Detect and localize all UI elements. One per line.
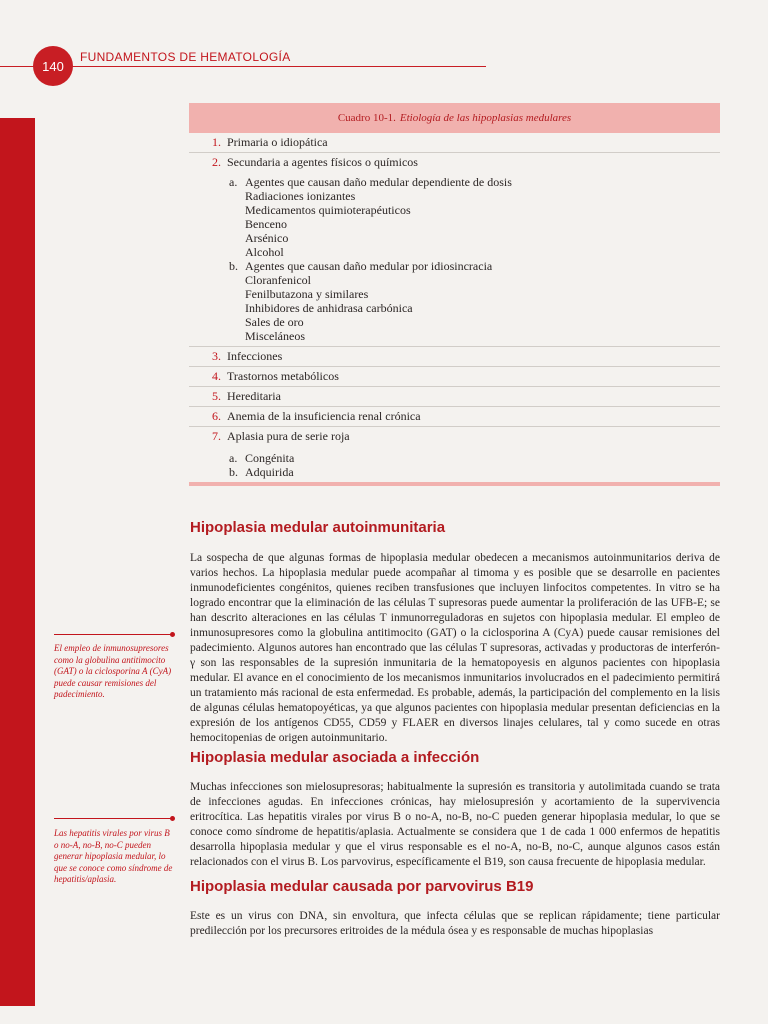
left-color-band bbox=[0, 118, 35, 1006]
table-subitem: Inhibidores de anhidrasa carbónica bbox=[245, 301, 413, 315]
table-subitem: Fenilbutazona y similares bbox=[245, 287, 369, 301]
table-row: 4. Trastornos metabólicos bbox=[189, 367, 720, 387]
table-label: Cuadro 10-1. bbox=[337, 112, 396, 124]
page-number-badge bbox=[33, 46, 73, 86]
section-heading: Hipoplasia medular causada por parvovirus B19 bbox=[190, 878, 534, 895]
table-subitem: Alcohol bbox=[245, 245, 284, 259]
table-row: 5. Hereditaria bbox=[189, 387, 720, 407]
section-paragraph: Muchas infecciones son mielosupresoras; habitualmente la supresión es transitoria y autolimitada cuando se trata de infecciones agudas. En infecciones crónicas, hay mielosupresión y acortamiento de la supervivencia eritrocítica. Las hepatitis virales por virus B o no-A, no-B, no-C pueden generar hipoplasia medular, lo que se conoce como síndrome de hepatitis/aplasia. Actualmente se considera que 1 de cada 1 000 enfermos de hepatitis desarrolla hipoplasia medular y que el virus responsable es el no-A, no-B, no-C, aunque algunos casos están relacionados con el virus B. Los parvovirus, específicamente el B19, son causa frecuente de hipoplasia medular. bbox=[190, 781, 720, 868]
table-subrow: a. Congénita bbox=[229, 451, 295, 465]
section-heading: Hipoplasia medular autoinmunitaria bbox=[190, 519, 446, 536]
table-subitem: Arsénico bbox=[245, 231, 289, 245]
margin-note: El empleo de inmunosupresores como la globulina antitimocito (GAT) o la ciclosporina A (CyA) puede causar remisiones del padecimiento. bbox=[54, 643, 172, 699]
table-row: 3. Infecciones bbox=[189, 347, 720, 367]
section-paragraph: La sospecha de que algunas formas de hipoplasia medular obedecen a mecanismos autoinmunitarios deriva de varios hechos. La hipoplasia medular puede acompañar al timoma y es posible que se desarrolle en pacientes inmunodeficientes congénitos, quienes reciben transfusiones que incluyen linfocitos competentes. In vitro se ha logrado encontrar que la eliminación de las células T supresoras puede aumentar la proliferación de las UFB-E; se han descrito alteraciones en las células T inmunorreguladoras en sujetos con hipoplasia medular. El empleo de inmunosupresores como la globulina antitimocito (GAT) o la ciclosporina A (CyA) puede causar remisiones del padecimiento. Algunos autores han encontrado que las células T supresoras, activadas y productoras de interferón-γ son las responsables de la supresión inmunitaria de la hematopoyesis en algunos pacientes con hipoplasia medular. El avance en el conocimiento de los mecanismos inmunitarios involucrados en el padecimiento permitirá un tratamiento más racional de esta enfermedad. Es probable, además, la participación del complemento en la lisis de algunas células hematopoyéticas, ya que algunos pacientes con hipoplasia medular presentan deficiencias en la expresión de los antígenos CD55, CD59 y FLAER en diversos linajes celulares, tal y como sucede en otras hemocitopenias de origen autoinmunitario. bbox=[190, 552, 720, 744]
etiology-table bbox=[189, 103, 720, 486]
table-row: 2. Secundaria a agentes físicos o químicos bbox=[212, 155, 418, 169]
table-title: Etiología de las hipoplasias medulares bbox=[399, 112, 572, 124]
table-subrow: b. Adquirida bbox=[229, 465, 294, 479]
table-subitem: Cloranfenicol bbox=[245, 273, 311, 287]
table-subitem: Misceláneos bbox=[189, 329, 720, 347]
page-number: 140 bbox=[42, 58, 64, 74]
section-heading: Hipoplasia medular asociada a infección bbox=[190, 749, 480, 766]
margin-note-rule bbox=[54, 634, 172, 635]
margin-note: Las hepatitis virales por virus B o no-A, no-B, no-C pueden generar hipoplasia medular, lo que se conoce como síndrome de hepatitis/aplasia. bbox=[54, 828, 173, 884]
margin-note-rule bbox=[54, 818, 172, 819]
section-paragraph: Este es un virus con DNA, sin envoltura, que infecta células que se replican rápidamente; tiene particular predilección por los precursores eritroides de la médula ósea y es responsable de muchas hipoplasias bbox=[190, 910, 720, 937]
table-subitem: Sales de oro bbox=[245, 315, 304, 329]
table-subitem: Medicamentos quimioterapéuticos bbox=[245, 203, 411, 217]
table-row: 1. Primaria o idiopática bbox=[189, 133, 720, 153]
table-subrow: a. Agentes que causan daño medular dependiente de dosis bbox=[229, 175, 512, 189]
table-subitem: Radiaciones ionizantes bbox=[245, 189, 356, 203]
table-row: 6. Anemia de la insuficiencia renal crónica bbox=[189, 407, 720, 427]
running-header-title: FUNDAMENTOS DE HEMATOLOGÍA bbox=[80, 50, 291, 64]
table-subrow: b. Agentes que causan daño medular por idiosincracia bbox=[229, 259, 493, 273]
table-bottom-bar bbox=[189, 482, 720, 486]
table-row: 7. Aplasia pura de serie roja bbox=[212, 429, 350, 443]
table-subitem: Benceno bbox=[245, 217, 287, 231]
table-header bbox=[189, 103, 720, 133]
